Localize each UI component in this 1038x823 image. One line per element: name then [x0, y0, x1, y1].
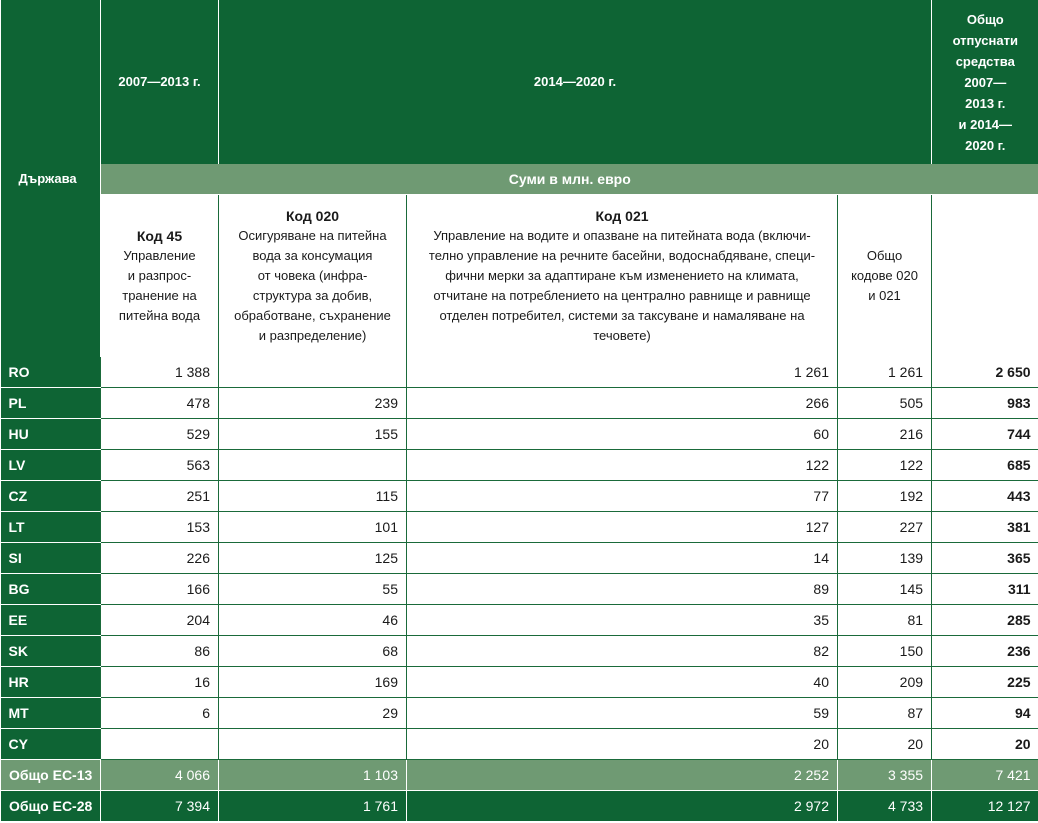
table-row	[1, 697, 1038, 728]
total-020-021-cell: 20	[838, 728, 932, 759]
code45-cell: 1 388	[101, 357, 219, 388]
country-cell: CZ	[1, 480, 101, 511]
header-total-funds: Общо отпуснати средства 2007— 2013 г. и 2014— 2020 г.	[932, 0, 1038, 164]
code45-header: Код 45 Управление и разпрос- транение на питейна вода	[101, 195, 219, 357]
code020-cell: 1 761	[219, 790, 407, 821]
table-body	[1, 357, 1038, 821]
code020-cell: 29	[219, 697, 407, 728]
overall-cell: 365	[932, 542, 1038, 573]
overall-cell: 225	[932, 666, 1038, 697]
total-020-021-cell: 87	[838, 697, 932, 728]
overall-cell: 685	[932, 449, 1038, 480]
total-eu28-row	[1, 790, 1038, 821]
header-country	[1, 0, 101, 357]
total-020-021-cell: 122	[838, 449, 932, 480]
overall-cell: 7 421	[932, 759, 1038, 790]
code021-cell: 59	[407, 697, 838, 728]
country-cell: SK	[1, 635, 101, 666]
code45-cell: 529	[101, 418, 219, 449]
country-cell: MT	[1, 697, 101, 728]
total-020-021-header: Общо кодове 020 и 021	[838, 195, 932, 357]
code020-cell: 169	[219, 666, 407, 697]
overall-cell: 381	[932, 511, 1038, 542]
table-row	[1, 480, 1038, 511]
code45-cell: 166	[101, 573, 219, 604]
code45-cell: 153	[101, 511, 219, 542]
table-row	[1, 635, 1038, 666]
code020-cell: 125	[219, 542, 407, 573]
code021-cell: 122	[407, 449, 838, 480]
total-020-021-cell: 145	[838, 573, 932, 604]
country-cell: PL	[1, 387, 101, 418]
header-country-label: Държава	[18, 170, 77, 186]
units-row: Суми в млн. евро	[101, 164, 1038, 195]
code021-cell: 20	[407, 728, 838, 759]
table-row	[1, 511, 1038, 542]
code021-cell: 89	[407, 573, 838, 604]
table-row	[1, 542, 1038, 573]
code45-cell: 16	[101, 666, 219, 697]
total-020-021-cell: 227	[838, 511, 932, 542]
total-020-021-cell: 209	[838, 666, 932, 697]
total-020-021-cell: 150	[838, 635, 932, 666]
code020-cell: 68	[219, 635, 407, 666]
table-row	[1, 357, 1038, 388]
country-cell: RO	[1, 357, 101, 388]
code020-cell: 239	[219, 387, 407, 418]
overall-header-blank	[932, 195, 1038, 357]
table-row	[1, 418, 1038, 449]
country-cell: SI	[1, 542, 101, 573]
country-cell: Общо ЕС-28	[1, 790, 101, 821]
overall-cell: 236	[932, 635, 1038, 666]
table-row	[1, 387, 1038, 418]
total-020-021-cell: 3 355	[838, 759, 932, 790]
total-020-021-cell: 192	[838, 480, 932, 511]
country-cell: Общо ЕС-13	[1, 759, 101, 790]
overall-cell: 744	[932, 418, 1038, 449]
code020-cell: 115	[219, 480, 407, 511]
total-020-021-cell: 216	[838, 418, 932, 449]
code45-cell: 563	[101, 449, 219, 480]
code021-cell: 14	[407, 542, 838, 573]
code020-cell: 101	[219, 511, 407, 542]
code45-cell	[101, 728, 219, 759]
code021-cell: 60	[407, 418, 838, 449]
code45-cell: 478	[101, 387, 219, 418]
code021-cell: 2 972	[407, 790, 838, 821]
code021-cell: 1 261	[407, 357, 838, 388]
total-020-021-cell: 4 733	[838, 790, 932, 821]
code45-cell: 7 394	[101, 790, 219, 821]
overall-cell: 94	[932, 697, 1038, 728]
code021-cell: 35	[407, 604, 838, 635]
header-period-2007: 2007—2013 г.	[101, 0, 219, 164]
code021-cell: 266	[407, 387, 838, 418]
code020-cell: 55	[219, 573, 407, 604]
country-cell: HR	[1, 666, 101, 697]
total-020-021-cell: 1 261	[838, 357, 932, 388]
code45-cell: 204	[101, 604, 219, 635]
code45-cell: 86	[101, 635, 219, 666]
code020-cell	[219, 357, 407, 388]
subtotal-eu13-row	[1, 759, 1038, 790]
overall-cell: 20	[932, 728, 1038, 759]
code45-cell: 226	[101, 542, 219, 573]
table-row	[1, 666, 1038, 697]
code021-cell: 2 252	[407, 759, 838, 790]
country-cell: CY	[1, 728, 101, 759]
header-period-2014: 2014—2020 г.	[219, 0, 932, 164]
code020-header: Код 020 Осигуряване на питейна вода за консумация от човека (инфра- структура за добив, обработване, съхранение и разпределение)	[219, 195, 407, 357]
table-row	[1, 449, 1038, 480]
code021-header: Код 021 Управление на водите и опазване на питейната вода (включи- телно управление на речните басейни, водоснабдяване, специ- фични мерки за адаптиране към изменението на климата, отчитане на потреблението на централно равнище и равнище отделен потребител, системи за таксуване и намаляване на течовете)	[407, 195, 838, 357]
overall-cell: 2 650	[932, 357, 1038, 388]
country-cell: HU	[1, 418, 101, 449]
table-row	[1, 573, 1038, 604]
table-row	[1, 604, 1038, 635]
overall-cell: 983	[932, 387, 1038, 418]
table-row	[1, 728, 1038, 759]
code020-cell: 1 103	[219, 759, 407, 790]
code020-cell: 46	[219, 604, 407, 635]
code020-cell	[219, 449, 407, 480]
overall-cell: 443	[932, 480, 1038, 511]
country-cell: BG	[1, 573, 101, 604]
code45-cell: 251	[101, 480, 219, 511]
total-020-021-cell: 81	[838, 604, 932, 635]
country-cell: EE	[1, 604, 101, 635]
code021-cell: 40	[407, 666, 838, 697]
code021-cell: 82	[407, 635, 838, 666]
overall-cell: 12 127	[932, 790, 1038, 821]
country-cell: LT	[1, 511, 101, 542]
code021-cell: 127	[407, 511, 838, 542]
total-020-021-cell: 139	[838, 542, 932, 573]
code020-cell	[219, 728, 407, 759]
country-cell: LV	[1, 449, 101, 480]
total-020-021-cell: 505	[838, 387, 932, 418]
code45-cell: 4 066	[101, 759, 219, 790]
overall-cell: 311	[932, 573, 1038, 604]
code020-cell: 155	[219, 418, 407, 449]
code021-cell: 77	[407, 480, 838, 511]
code45-cell: 6	[101, 697, 219, 728]
overall-cell: 285	[932, 604, 1038, 635]
